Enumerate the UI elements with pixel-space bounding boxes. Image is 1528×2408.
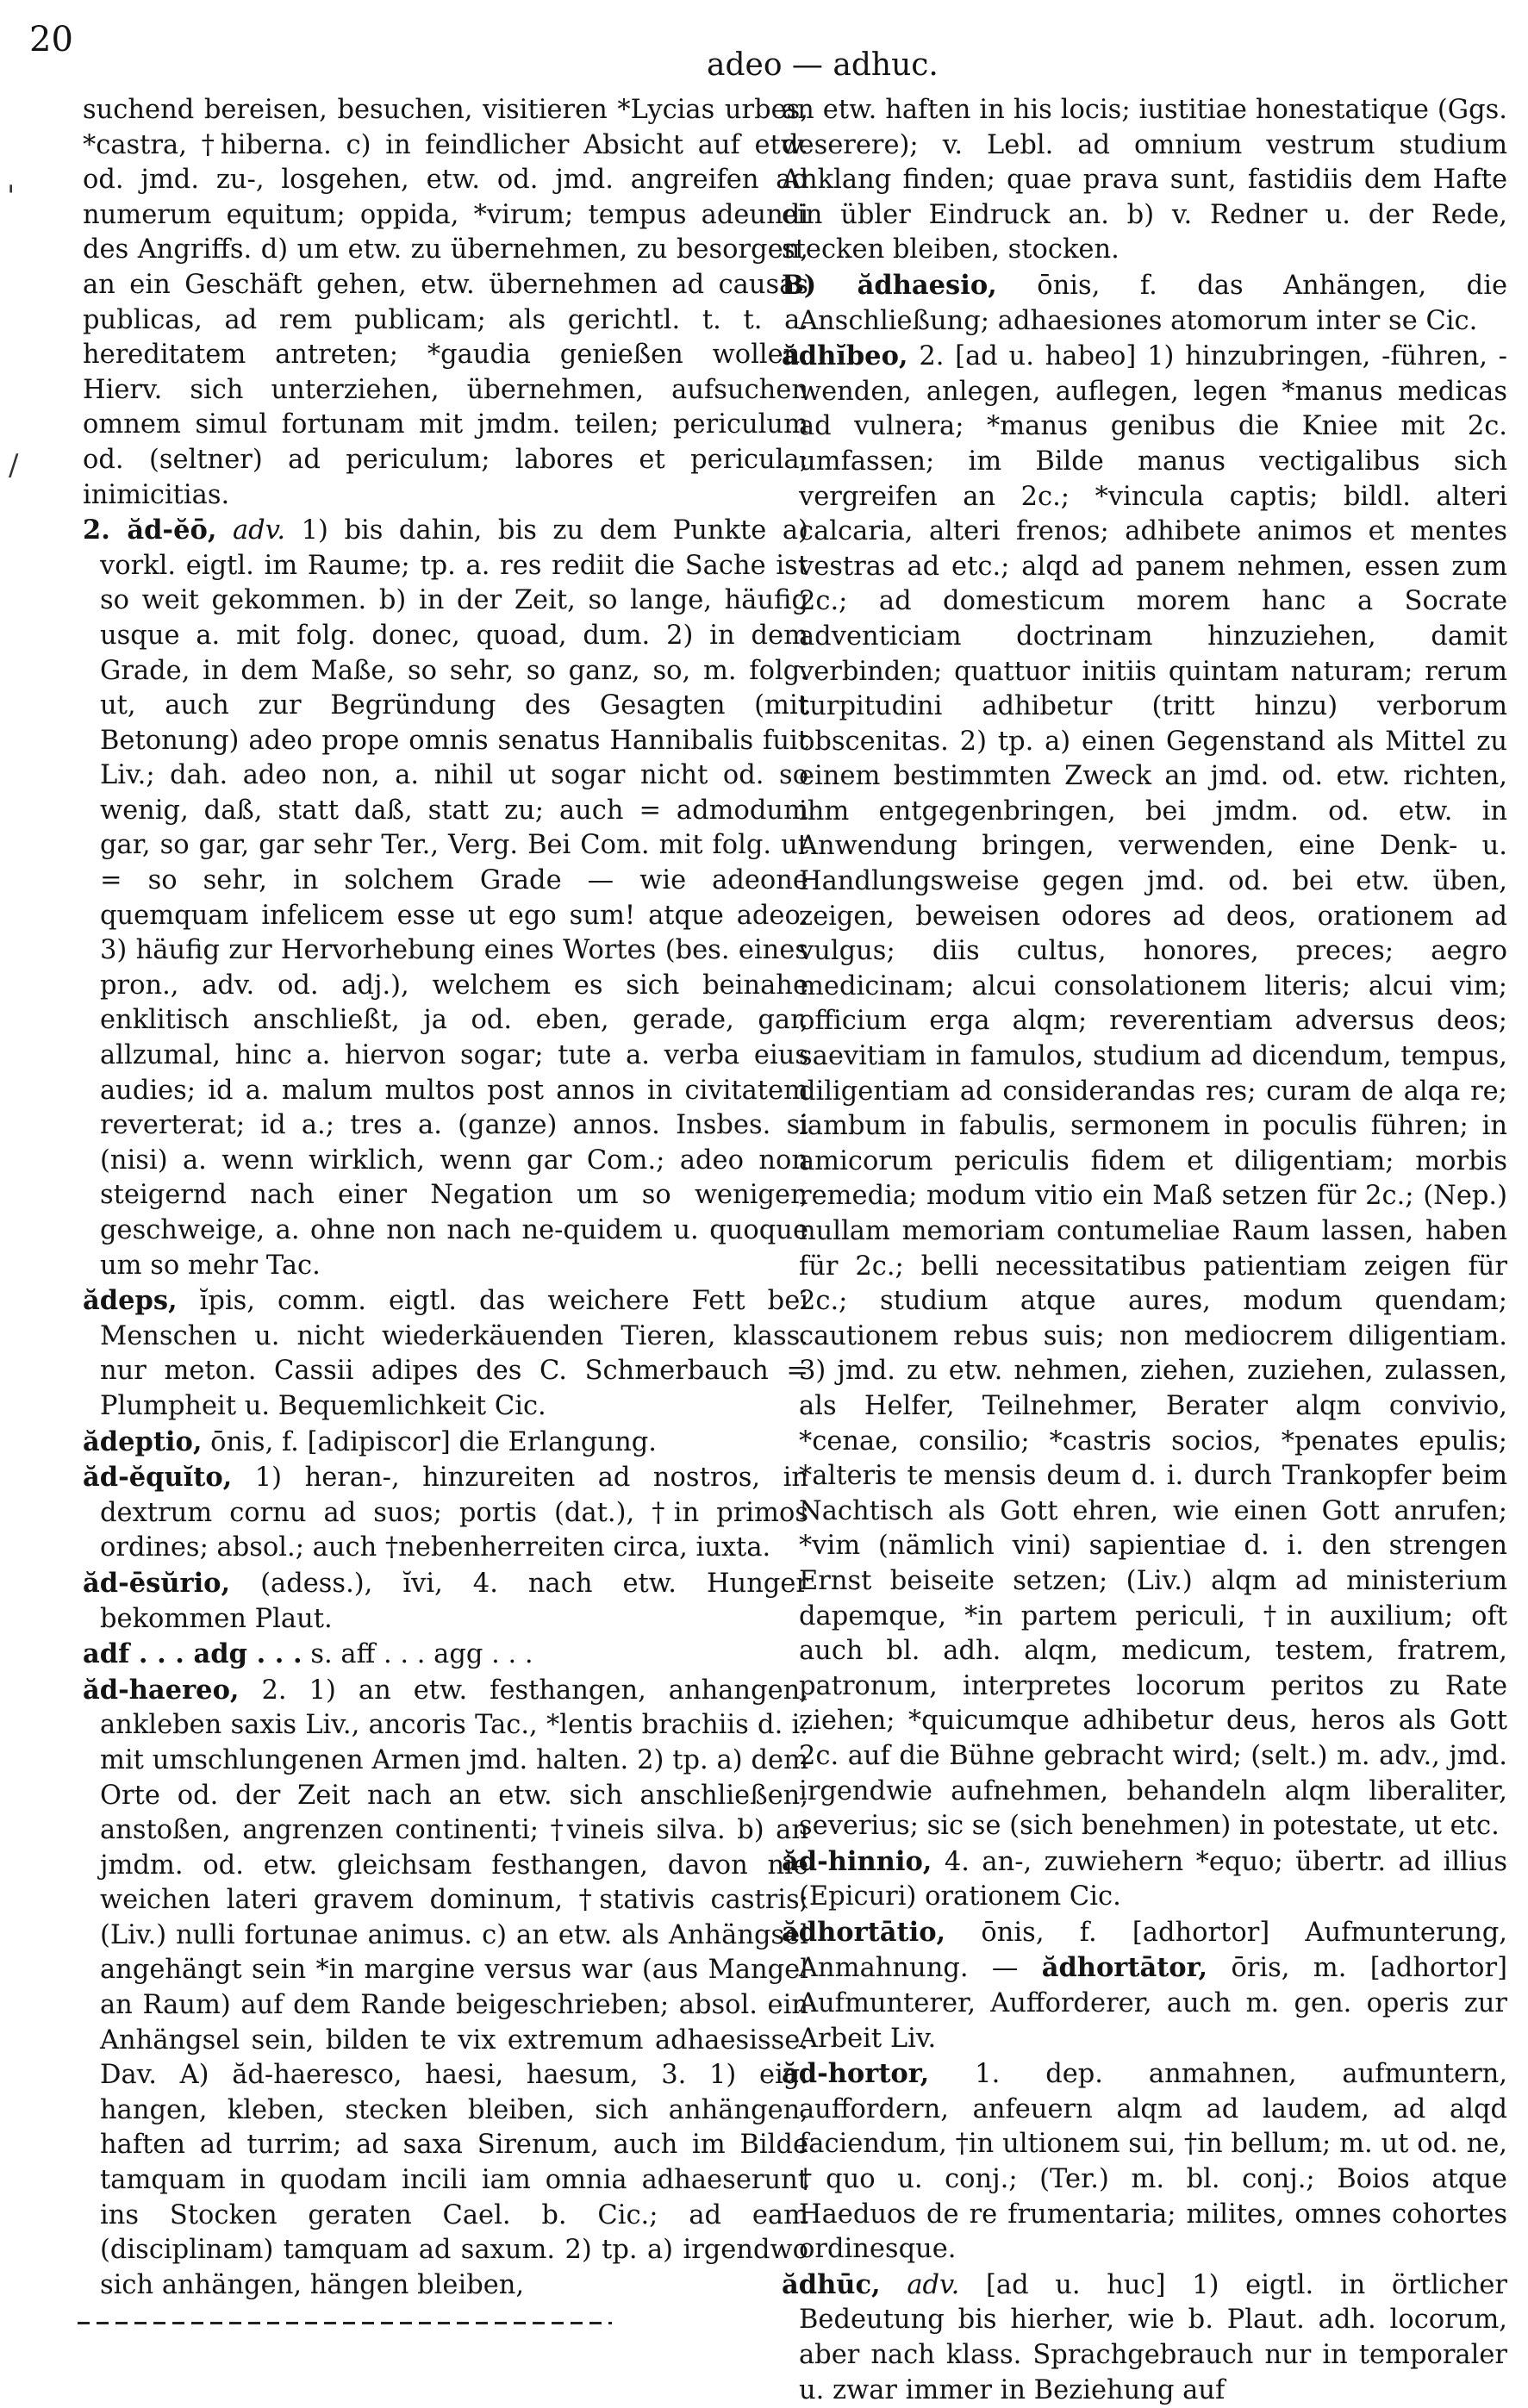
margin-slash: / [9,448,19,483]
headword: ădhortātio, [782,1916,946,1948]
headword: 2. ăd-ĕō, [83,515,217,546]
entry-adeps: ădeps, ĭpis, comm. eigtl. das weichere Fett bei Menschen u. nicht wiederkäuenden Tieren, klass. nur meton. Cassii adipes des C. Schmerbauch = Plumpheit u. Bequemlichkeit Cic. [83,1285,808,1421]
running-head: adeo — adhuc. [707,47,939,83]
headword: ădhūc, [782,2268,881,2300]
entry-adf-adg: adf . . . adg . . . s. aff . . . agg . . . [83,1638,533,1670]
entry-adeo-continued: suchend bereisen, besuchen, visitieren *Lycias urbes, *castra, †hiberna. c) in feindlicher Absicht auf etw. od. jmd. zu-, losgehen, etw. od. jmd. angreifen ad numerum equitum; oppida, *virum; tempus adeundi des Angriffs. d) um etw. zu übernehmen, zu besorgen, an ein Geschäft gehen, etw. übernehmen ad causas publicas, ad rem publicam; als gerichtl. t. t. a. hereditatem antreten; *gaudia genießen wollen. Hierv. sich unterziehen, übernehmen, aufsuchen omnem simul fortunam mit jmdm. teilen; periculum od. (seltner) ad periculum; labores et pericula; inimicitias. [83,95,808,510]
headword: ăd-haereo, [83,1674,240,1706]
entry-adequito: ăd-ĕquĭto, 1) heran-, hinzureiten ad nostros, in dextrum cornu ad suos; portis (dat.), †in primos ordines; absol.; auch †nebenherreiten circa, iuxta. [83,1462,808,1563]
headword: ăd-ĕquĭto, [83,1462,233,1494]
entry-adhaereo: ăd-haereo, 2. 1) an etw. festhangen, anhangen, ankleben saxis Liv., ancoris Tac., *lentis brachiis d. i. mit umschlungenen Armen jmd. halten. 2) tp. a) dem Orte od. der Zeit nach an etw. sich anschließen, anstoßen, angrenzen continenti; †vineis silva. b) an jmdm. od. etw. gleichsam festhangen, davon nie weichen lateri gravem dominum, †stativis castris; (Liv.) nulli fortunae animus. c) an etw. als Anhängsel angehängt sein *in margine versus war (aus Mangel an Raum) auf dem Rande beigeschrieben; absol. ein Anhängsel sein, bilden te vix extremum adhaesisse. Dav. A) ăd-haeresco, haesi, haesum, 3. 1) eig. hangen, kleben, stecken bleiben, sich anhängen, haften ad turrim; ad saxa Sirenum, auch im Bilde tamquam in quodam incili iam omnia adhaeserunt ins Stocken geraten Cael. b. Cic.; ad eam (disciplinam) tamquam ad saxum. 2) tp. a) irgendwo sich anhängen, hängen bleiben, [83,1674,808,2300]
entry-adeo-2: 2. ăd-ĕō, adv. 1) bis dahin, bis zu dem Punkte a) vorkl. eigtl. im Raume; tp. a. res rediit die Sache ist so weit gekommen. b) in der Zeit, so lange, häufig usque a. mit folg. donec, quoad, dum. 2) in dem Grade, in dem Maße, so sehr, so ganz, so, m. folg. ut, auch zur Begründung des Gesagten (mit Betonung) adeo prope omnis senatus Hannibalis fuit Liv.; dah. adeo non, a. nihil ut sogar nicht od. so wenig, daß, statt daß, statt zu; auch = admodum gar, so gar, gar sehr Ter., Verg. Bei Com. mit folg. ut = so sehr, in solchem Grade — wie adeone quemquam infelicem esse ut ego sum! atque adeo. 3) häufig zur Hervorhebung eines Wortes (bes. eines pron., adv. od. adj.), welchem es sich beinahe enklitisch anschließt, ja od. eben, gerade, gar, allzumal, hinc a. hiervon sogar; tute a. verba eius audies; id a. malum multos post annos in civitatem reverterat; id a.; tres a. (ganze) annos. Insbes. si (nisi) a. wenn wirklich, wenn gar Com.; adeo non steigernd nach einer Negation um so weniger, geschweige, a. ohne non nach ne-quidem u. quoque um so mehr Tac. [83,515,808,1281]
right-column [782,93,1507,2405]
headword: B) ădhaesio, [782,269,997,301]
headword: ăd-hortor, [782,2058,930,2090]
entry-adeptio: ădeptio, ōnis, f. [adipiscor] die Erlangung. [83,1425,657,1457]
entry-adhortatio: ădhortātio, ōnis, f. [adhortor] Aufmunterung, Anmahnung. — ădhortātor, ōris, m. [adhortor] Aufmunterer, Aufforderer, auch m. gen. operis zur Arbeit Liv. [782,1916,1507,2054]
headword: ădhĭbeo, [782,340,908,372]
headword: ădeptio, [83,1425,203,1457]
page-number: 20 [29,20,73,59]
entry-adhinnio: ăd-hinnio, 4. an-, zuwiehern *equo; übertr. ad illius (Epicuri) orationem Cic. [782,1845,1507,1912]
entry-adhortor: ăd-hortor, 1. dep. anmahnen, aufmuntern, auffordern, anfeuern alqm ad laudem, ad alqd faciendum, †in ultionem sui, †in bellum; m. ut od. ne, †quo u. conj.; (Ter.) m. bl. conj.; Boios atque Haeduos de re frumentaria; milites, omnes cohortes ordinesque. [782,2058,1507,2265]
headword: ăd-hinnio, [782,1845,932,1877]
headword: ădhortātor, [1041,1952,1208,1984]
headword: adf . . . adg . . . [83,1638,302,1670]
margin-tick: ' [7,179,16,214]
bottom-rule [78,2322,612,2324]
left-column [83,93,808,2300]
headword: ădeps, [83,1285,178,1317]
entry-adhaesio: B) ădhaesio, ōnis, f. das Anhängen, die Anschließung; adhaesiones atomorum inter se Cic. [782,269,1507,336]
entry-adesurio: ăd-ēsŭrio, (adess.), ĭvi, 4. nach etw. Hunger bekommen Plaut. [83,1567,808,1634]
entry-adhibeo: ădhĭbeo, 2. [ad u. habeo] 1) hinzubringen, -führen, -wenden, anlegen, auflegen, legen *manus medicas ad vulnera; *manus genibus die Kniee mit 2c. umfassen; im Bilde manus vectigalibus sich vergreifen an 2c.; *vincula captis; bildl. alteri calcaria, alteri frenos; adhibete animos et mentes vestras ad etc.; alqd ad panem nehmen, essen zum 2c.; ad domesticum morem hanc a Socrate adventiciam doctrinam hinzuziehen, damit verbinden; quattuor initiis quintam naturam; rerum turpitudini adhibetur (tritt hinzu) verborum obscenitas. 2) tp. a) einen Gegenstand als Mittel zu einem bestimmten Zweck an jmd. od. etw. richten, ihm entgegenbringen, bei jmdm. od. etw. in Anwendung bringen, verwenden, eine Denk- u. Handlungsweise gegen jmd. od. bei etw. üben, zeigen, beweisen odores ad deos, orationem ad vulgus; diis cultus, honores, preces; aegro medicinam; alcui consolationem literis; alcui vim; officium erga alqm; reverentiam adversus deos; saevitiam in famulos, studium ad dicendum, tempus, diligentiam ad considerandas res; curam de alqa re; iambum in fabulis, sermonem in poculis führen; in amicorum periculis fidem et diligentiam; morbis remedia; modum vitio ein Maß setzen für 2c.; (Nep.) nullam memoriam contumeliae Raum lassen, haben für 2c.; belli necessitatibus patientiam zeigen für 2c.; studium atque aures, modum quendam; cautionem rebus suis; non mediocrem diligentiam. 3) jmd. zu etw. nehmen, ziehen, zuziehen, zulassen, als Helfer, Teilnehmer, Berater alqm convivio, *cenae, consilio; *castris socios, *penates epulis; *alteris te mensis deum d. i. durch Trankopfer beim Nachtisch als Gott ehren, wie einen Gott anrufen; *vim (nämlich vini) sapientiae d. i. den strengen Ernst beiseite setzen; (Liv.) alqm ad ministerium dapemque, *in partem periculi, †in auxilium; oft auch bl. adh. alqm, medicum, testem, fratrem, patronum, interpretes locorum peritos zu Rate ziehen; *quicumque adhibetur deus, heros als Gott 2c. auf die Bühne gebracht wird; (selt.) m. adv., jmd. irgendwie aufnehmen, behandeln alqm liberaliter, severius; sic se (sich benehmen) in potestate, ut etc. [782,340,1507,1842]
headword: ăd-ēsŭrio, [83,1567,231,1599]
entry-adhuc: ădhūc, adv. [ad u. huc] 1) eigtl. in örtlicher Bedeutung bis hierher, wie b. Plaut. adh. locorum, aber nach klass. Sprachgebrauch nur in temporaler u. zwar immer in Beziehung auf [782,2268,1507,2405]
entry-adhaereo-continued: an etw. haften in his locis; iustitiae honestatique (Ggs. deserere); v. Lebl. ad omnium vestrum studium Anklang finden; quae prava sunt, fastidiis dem Hafte ein übler Eindruck an. b) v. Redner u. der Rede, stecken bleiben, stocken. [782,95,1507,265]
